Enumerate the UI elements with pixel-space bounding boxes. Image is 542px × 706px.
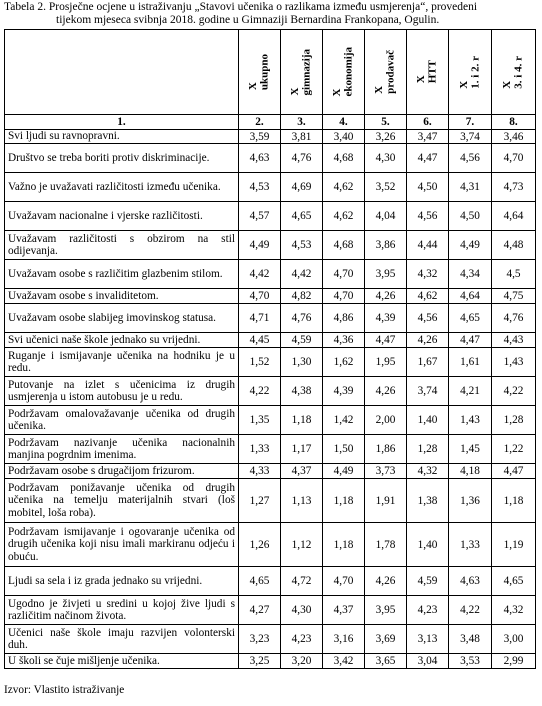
row-value: 3,47 bbox=[407, 130, 449, 144]
table-row bbox=[5, 479, 536, 523]
table-row bbox=[5, 406, 536, 435]
table-row bbox=[5, 144, 536, 173]
row-label: Važno je uvažavati različitosti između učenika. bbox=[5, 173, 239, 202]
row-label: Uvažavam osobe s različitim glazbenim stilom. bbox=[5, 260, 239, 289]
row-value: 3,25 bbox=[239, 654, 281, 669]
col-label: gimnazija bbox=[300, 48, 313, 96]
col-header bbox=[281, 30, 323, 115]
row-label: Podržavam ponižavanje učenika od drugih učenika na temelju materijalnih stvari (loš mobitel, loša roba). bbox=[5, 479, 239, 523]
col-header bbox=[449, 30, 492, 115]
row-value: 3,00 bbox=[492, 625, 536, 654]
row-value: 4,76 bbox=[281, 304, 323, 333]
row-value: 4,22 bbox=[239, 377, 281, 406]
col-number: 4. bbox=[323, 115, 365, 130]
row-value: 1,12 bbox=[281, 523, 323, 567]
row-value: 4,50 bbox=[449, 202, 492, 231]
row-value: 4,38 bbox=[281, 377, 323, 406]
table-row bbox=[5, 231, 536, 260]
row-value: 3,13 bbox=[407, 625, 449, 654]
col-label: ukupno bbox=[258, 53, 271, 91]
row-label: Podržavam nazivanje učenika nacionalnih manjina pogrdnim imenima. bbox=[5, 435, 239, 464]
row-value: 4,65 bbox=[281, 202, 323, 231]
col-label: HTT bbox=[426, 60, 439, 84]
col-number: 6. bbox=[407, 115, 449, 130]
row-value: 4,48 bbox=[492, 231, 536, 260]
col-symbol: X bbox=[331, 88, 343, 97]
col-number: 5. bbox=[365, 115, 407, 130]
row-value: 1,18 bbox=[323, 523, 365, 567]
row-label: Ruganje i ismijavanje učenika na hodniku je u redu. bbox=[5, 348, 239, 377]
row-value: 4,26 bbox=[365, 289, 407, 304]
row-value: 2,00 bbox=[365, 406, 407, 435]
row-value: 4,82 bbox=[281, 289, 323, 304]
row-value: 4,76 bbox=[281, 144, 323, 173]
row-value: 1,13 bbox=[281, 479, 323, 523]
row-value: 4,18 bbox=[449, 464, 492, 479]
row-value: 1,36 bbox=[449, 479, 492, 523]
table-row bbox=[5, 654, 536, 669]
row-value: 4,30 bbox=[281, 596, 323, 625]
row-value: 4,56 bbox=[449, 144, 492, 173]
row-value: 1,40 bbox=[407, 406, 449, 435]
row-value: 4,65 bbox=[239, 567, 281, 596]
row-value: 4,64 bbox=[492, 202, 536, 231]
col-label: ekonomija bbox=[342, 47, 355, 97]
row-value: 1,19 bbox=[492, 523, 536, 567]
row-value: 4,70 bbox=[239, 289, 281, 304]
row-value: 3,73 bbox=[365, 464, 407, 479]
row-value: 3,48 bbox=[449, 625, 492, 654]
row-value: 4,69 bbox=[281, 173, 323, 202]
row-value: 4,62 bbox=[323, 173, 365, 202]
row-value: 4,47 bbox=[492, 464, 536, 479]
row-value: 2,99 bbox=[492, 654, 536, 669]
row-value: 1,91 bbox=[365, 479, 407, 523]
row-value: 4,47 bbox=[449, 333, 492, 348]
row-value: 4,39 bbox=[365, 304, 407, 333]
col-label: prodavač bbox=[384, 50, 397, 94]
row-value: 3,59 bbox=[239, 130, 281, 144]
row-label: Podržavam osobe s drugačijom frizurom. bbox=[5, 464, 239, 479]
row-value: 1,26 bbox=[239, 523, 281, 567]
row-value: 1,28 bbox=[407, 435, 449, 464]
row-value: 4,04 bbox=[365, 202, 407, 231]
row-value: 4,21 bbox=[449, 377, 492, 406]
row-value: 3,46 bbox=[492, 130, 536, 144]
col-symbol: X bbox=[415, 75, 427, 84]
row-value: 4,36 bbox=[323, 333, 365, 348]
row-value: 4,65 bbox=[449, 304, 492, 333]
row-value: 4,62 bbox=[323, 202, 365, 231]
row-value: 3,65 bbox=[365, 654, 407, 669]
col-symbol: X bbox=[247, 82, 259, 91]
row-value: 1,18 bbox=[492, 479, 536, 523]
table-row bbox=[5, 523, 536, 567]
table-row bbox=[5, 333, 536, 348]
row-value: 3,26 bbox=[365, 130, 407, 144]
table-body bbox=[5, 130, 536, 669]
col-header bbox=[239, 30, 281, 115]
row-value: 4,65 bbox=[492, 567, 536, 596]
table-row bbox=[5, 173, 536, 202]
row-value: 1,95 bbox=[365, 348, 407, 377]
row-value: 3,04 bbox=[407, 654, 449, 669]
table-row bbox=[5, 289, 536, 304]
row-value: 3,42 bbox=[323, 654, 365, 669]
row-value: 1,45 bbox=[449, 435, 492, 464]
row-value: 1,33 bbox=[449, 523, 492, 567]
row-value: 4,59 bbox=[407, 567, 449, 596]
row-value: 4,26 bbox=[365, 567, 407, 596]
row-value: 4,32 bbox=[492, 596, 536, 625]
row-label: Podržavam omalovažavanje učenika od drugih učenika. bbox=[5, 406, 239, 435]
row-value: 1,17 bbox=[281, 435, 323, 464]
row-value: 4,22 bbox=[449, 596, 492, 625]
row-value: 4,53 bbox=[281, 231, 323, 260]
survey-table bbox=[4, 29, 536, 669]
row-label: Putovanje na izlet s učenicima iz drugih usmjerenja u istom autobusu je u redu. bbox=[5, 377, 239, 406]
col-symbol: X bbox=[289, 87, 301, 96]
col-number: 8. bbox=[492, 115, 536, 130]
row-label: Uvažavam osobe s invaliditetom. bbox=[5, 289, 239, 304]
column-number-row bbox=[5, 115, 536, 130]
row-value: 4,39 bbox=[323, 377, 365, 406]
row-value: 4,23 bbox=[281, 625, 323, 654]
row-label: Ugodno je živjeti u sredini u kojoj žive ljudi s različitim načinom života. bbox=[5, 596, 239, 625]
header-empty-cell bbox=[5, 30, 239, 115]
row-value: 4,56 bbox=[407, 304, 449, 333]
row-value: 3,95 bbox=[365, 260, 407, 289]
col-symbol: X bbox=[373, 85, 385, 94]
col-header bbox=[323, 30, 365, 115]
row-value: 1,43 bbox=[449, 406, 492, 435]
table-row bbox=[5, 464, 536, 479]
row-label: Podržavam ismijavanje i ogovaranje učenika od drugih učenika koji nisu imali markiranu odjeću i obuću. bbox=[5, 523, 239, 567]
row-value: 4,30 bbox=[365, 144, 407, 173]
row-value: 4,70 bbox=[492, 144, 536, 173]
row-label: U školi se čuje mišljenje učenika. bbox=[5, 654, 239, 669]
row-value: 4,70 bbox=[323, 289, 365, 304]
caption-line-2: tijekom mjeseca svibnja 2018. godine u Gimnaziji Bernardina Frankopana, Ogulin. bbox=[56, 13, 440, 26]
row-label: Uvažavam osobe slabijeg imovinskog statusa. bbox=[5, 304, 239, 333]
row-value: 4,49 bbox=[239, 231, 281, 260]
table-row bbox=[5, 130, 536, 144]
row-value: 3,52 bbox=[365, 173, 407, 202]
row-value: 4,56 bbox=[407, 202, 449, 231]
row-value: 1,43 bbox=[492, 348, 536, 377]
row-value: 1,42 bbox=[323, 406, 365, 435]
table-row bbox=[5, 348, 536, 377]
row-label: Uvažavam različitosti s obzirom na stil odijevanja. bbox=[5, 231, 239, 260]
header-row bbox=[5, 30, 536, 115]
table-caption bbox=[4, 1, 538, 26]
row-value: 1,30 bbox=[281, 348, 323, 377]
row-value: 4,86 bbox=[323, 304, 365, 333]
col-number: 1. bbox=[5, 115, 239, 130]
row-value: 1,38 bbox=[407, 479, 449, 523]
col-number: 3. bbox=[281, 115, 323, 130]
row-value: 4,32 bbox=[407, 464, 449, 479]
table-row bbox=[5, 625, 536, 654]
table-row bbox=[5, 304, 536, 333]
row-value: 1,33 bbox=[239, 435, 281, 464]
row-value: 4,70 bbox=[323, 260, 365, 289]
row-value: 4,49 bbox=[449, 231, 492, 260]
row-value: 4,75 bbox=[492, 289, 536, 304]
source-note: Izvor: Vlastito istraživanje bbox=[4, 684, 125, 696]
table-row bbox=[5, 596, 536, 625]
row-value: 4,47 bbox=[365, 333, 407, 348]
row-value: 4,33 bbox=[239, 464, 281, 479]
row-value: 4,45 bbox=[239, 333, 281, 348]
row-value: 3,74 bbox=[407, 377, 449, 406]
row-value: 3,53 bbox=[449, 654, 492, 669]
row-value: 4,26 bbox=[407, 333, 449, 348]
row-label: Društvo se treba boriti protiv diskriminacije. bbox=[5, 144, 239, 173]
row-value: 4,76 bbox=[492, 304, 536, 333]
col-symbol: X bbox=[457, 80, 470, 89]
table-row bbox=[5, 202, 536, 231]
row-value: 1,86 bbox=[365, 435, 407, 464]
table-row bbox=[5, 377, 536, 406]
row-value: 4,37 bbox=[323, 596, 365, 625]
row-label: Ljudi sa sela i iz grada jednako su vrijedni. bbox=[5, 567, 239, 596]
row-value: 4,47 bbox=[407, 144, 449, 173]
row-value: 4,63 bbox=[449, 567, 492, 596]
col-label: 3. i 4. r bbox=[512, 55, 525, 89]
row-value: 1,18 bbox=[323, 479, 365, 523]
row-value: 4,57 bbox=[239, 202, 281, 231]
row-value: 4,31 bbox=[449, 173, 492, 202]
row-value: 1,61 bbox=[449, 348, 492, 377]
row-value: 1,22 bbox=[492, 435, 536, 464]
row-value: 4,5 bbox=[492, 260, 536, 289]
col-number: 2. bbox=[239, 115, 281, 130]
row-value: 1,28 bbox=[492, 406, 536, 435]
row-value: 4,63 bbox=[239, 144, 281, 173]
col-label: 1. i 2. r bbox=[469, 55, 481, 89]
row-value: 4,64 bbox=[449, 289, 492, 304]
row-value: 3,69 bbox=[365, 625, 407, 654]
row-value: 1,52 bbox=[239, 348, 281, 377]
row-value: 4,23 bbox=[407, 596, 449, 625]
row-value: 4,72 bbox=[281, 567, 323, 596]
row-value: 3,74 bbox=[449, 130, 492, 144]
col-header bbox=[492, 30, 536, 115]
row-value: 4,71 bbox=[239, 304, 281, 333]
row-value: 4,53 bbox=[239, 173, 281, 202]
row-value: 1,78 bbox=[365, 523, 407, 567]
row-value: 4,42 bbox=[281, 260, 323, 289]
row-value: 4,42 bbox=[239, 260, 281, 289]
row-value: 4,27 bbox=[239, 596, 281, 625]
row-value: 4,68 bbox=[323, 231, 365, 260]
row-value: 1,18 bbox=[281, 406, 323, 435]
row-value: 4,26 bbox=[365, 377, 407, 406]
row-value: 1,35 bbox=[239, 406, 281, 435]
col-number: 7. bbox=[449, 115, 492, 130]
row-value: 4,62 bbox=[407, 289, 449, 304]
row-value: 3,23 bbox=[239, 625, 281, 654]
table-row bbox=[5, 567, 536, 596]
row-value: 4,68 bbox=[323, 144, 365, 173]
row-label: Svi učenici naše škole jednako su vrijedni. bbox=[5, 333, 239, 348]
row-value: 1,62 bbox=[323, 348, 365, 377]
row-value: 3,40 bbox=[323, 130, 365, 144]
row-value: 3,86 bbox=[365, 231, 407, 260]
row-label: Svi ljudi su ravnopravni. bbox=[5, 130, 239, 144]
row-value: 3,81 bbox=[281, 130, 323, 144]
row-value: 4,49 bbox=[323, 464, 365, 479]
row-value: 4,59 bbox=[281, 333, 323, 348]
row-value: 4,43 bbox=[492, 333, 536, 348]
row-value: 4,73 bbox=[492, 173, 536, 202]
col-symbol: X bbox=[501, 80, 513, 89]
caption-line-1: Tabela 2. Prosječne ocjene u istraživanju „Stavovi učenika o razlikama između usmjerenja“, provedeni bbox=[4, 1, 478, 13]
row-value: 1,40 bbox=[407, 523, 449, 567]
row-value: 4,50 bbox=[407, 173, 449, 202]
table-row bbox=[5, 260, 536, 289]
row-label: Uvažavam nacionalne i vjerske različitosti. bbox=[5, 202, 239, 231]
row-value: 1,27 bbox=[239, 479, 281, 523]
row-value: 4,34 bbox=[449, 260, 492, 289]
col-header bbox=[365, 30, 407, 115]
table-row bbox=[5, 435, 536, 464]
col-header bbox=[407, 30, 449, 115]
row-value: 3,16 bbox=[323, 625, 365, 654]
row-value: 4,44 bbox=[407, 231, 449, 260]
row-value: 4,70 bbox=[323, 567, 365, 596]
row-label: Učenici naše škole imaju razvijen volonterski duh. bbox=[5, 625, 239, 654]
row-value: 4,22 bbox=[492, 377, 536, 406]
row-value: 1,67 bbox=[407, 348, 449, 377]
row-value: 3,95 bbox=[365, 596, 407, 625]
row-value: 3,20 bbox=[281, 654, 323, 669]
row-value: 1,50 bbox=[323, 435, 365, 464]
row-value: 4,37 bbox=[281, 464, 323, 479]
row-value: 4,32 bbox=[407, 260, 449, 289]
